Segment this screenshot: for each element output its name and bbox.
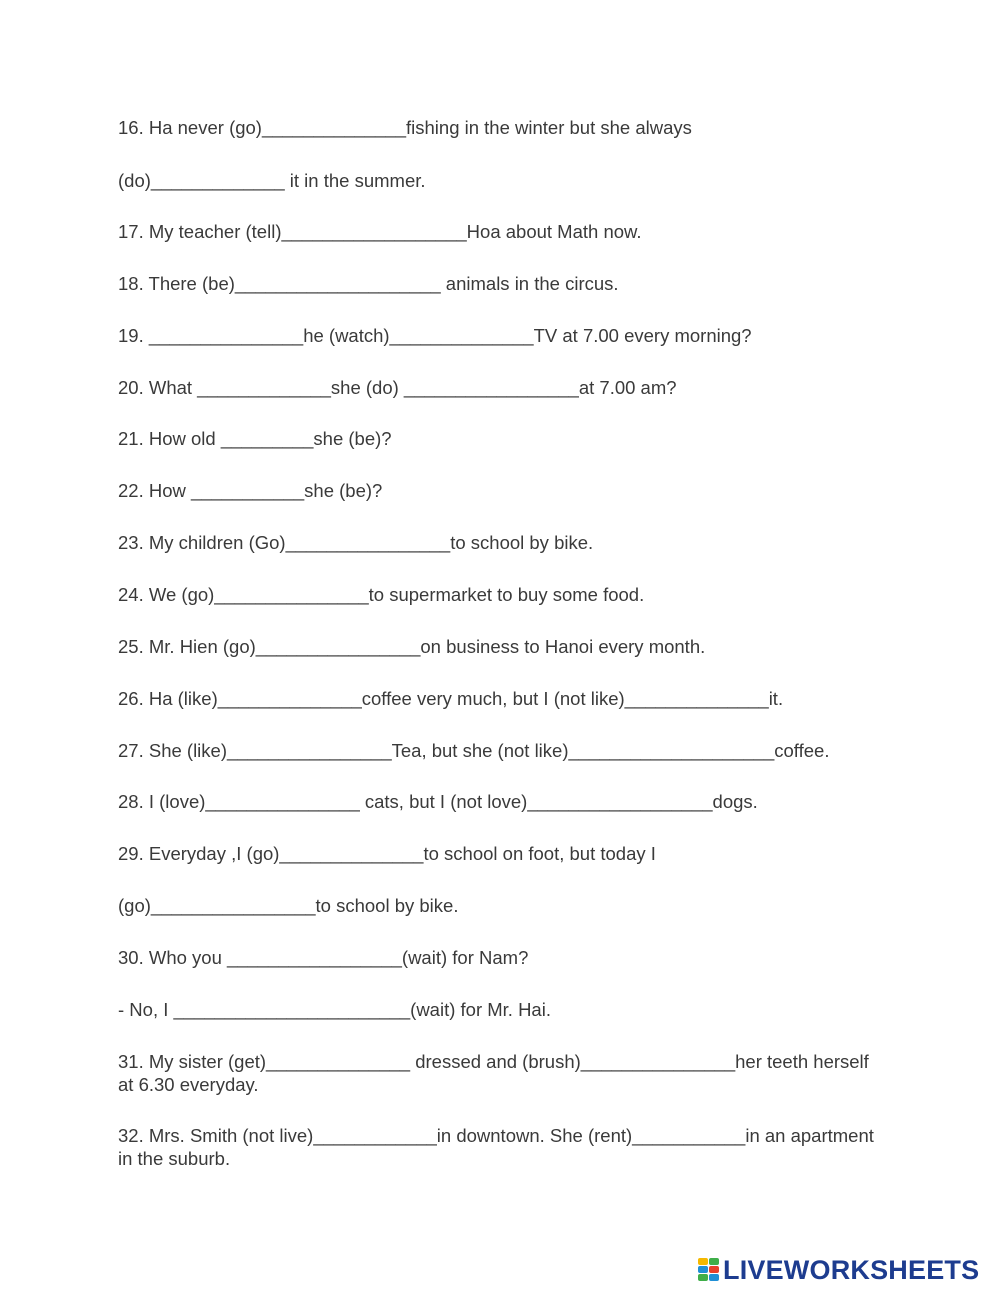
exercise-18: 18. There (be)____________________ animals in the circus. (118, 273, 619, 294)
exercise-30: 30. Who you _________________(wait) for Nam? (118, 947, 529, 968)
exercise-32: 32. Mrs. Smith (not live)____________in downtown. She (rent)___________in an apartment in the suburb. (118, 1125, 874, 1169)
exercise-24: 24. We (go)_______________to supermarket to buy some food. (118, 584, 645, 605)
exercise-23: 23. My children (Go)________________to school by bike. (118, 532, 594, 553)
exercise-21: 21. How old _________she (be)? (118, 428, 392, 449)
liveworksheets-logo (698, 1254, 980, 1285)
exercise-29-line-2: (go)________________to school by bike. (118, 895, 459, 916)
exercise-17: 17. My teacher (tell)__________________Hoa about Math now. (118, 221, 642, 242)
exercise-30-answer: - No, I _______________________(wait) for Mr. Hai. (118, 999, 551, 1020)
exercise-26: 26. Ha (like)______________coffee very much, but I (not like)______________it. (118, 688, 784, 709)
exercise-22: 22. How ___________she (be)? (118, 480, 383, 501)
exercise-20: 20. What _____________she (do) _________________at 7.00 am? (118, 377, 677, 398)
exercise-16-line-1: 16. Ha never (go)______________fishing in the winter but she always (118, 117, 692, 138)
exercise-27: 27. She (like)________________Tea, but she (not like)____________________coffee. (118, 740, 830, 761)
exercise-29-line-1: 29. Everyday ,I (go)______________to school on foot, but today I (118, 843, 656, 864)
exercise-16-line-2: (do)_____________ it in the summer. (118, 170, 426, 191)
exercise-28: 28. I (love)_______________ cats, but I (not love)__________________dogs. (118, 791, 758, 812)
liveworksheets-logo-text: LIVEWORKSHEETS (723, 1254, 980, 1285)
liveworksheets-logo-icon (698, 1258, 720, 1282)
exercise-25: 25. Mr. Hien (go)________________on business to Hanoi every month. (118, 636, 706, 657)
exercise-19: 19. _______________he (watch)______________TV at 7.00 every morning? (118, 325, 752, 346)
exercise-31: 31. My sister (get)______________ dressed and (brush)_______________her teeth herself at 6.30 everyday. (118, 1051, 869, 1095)
